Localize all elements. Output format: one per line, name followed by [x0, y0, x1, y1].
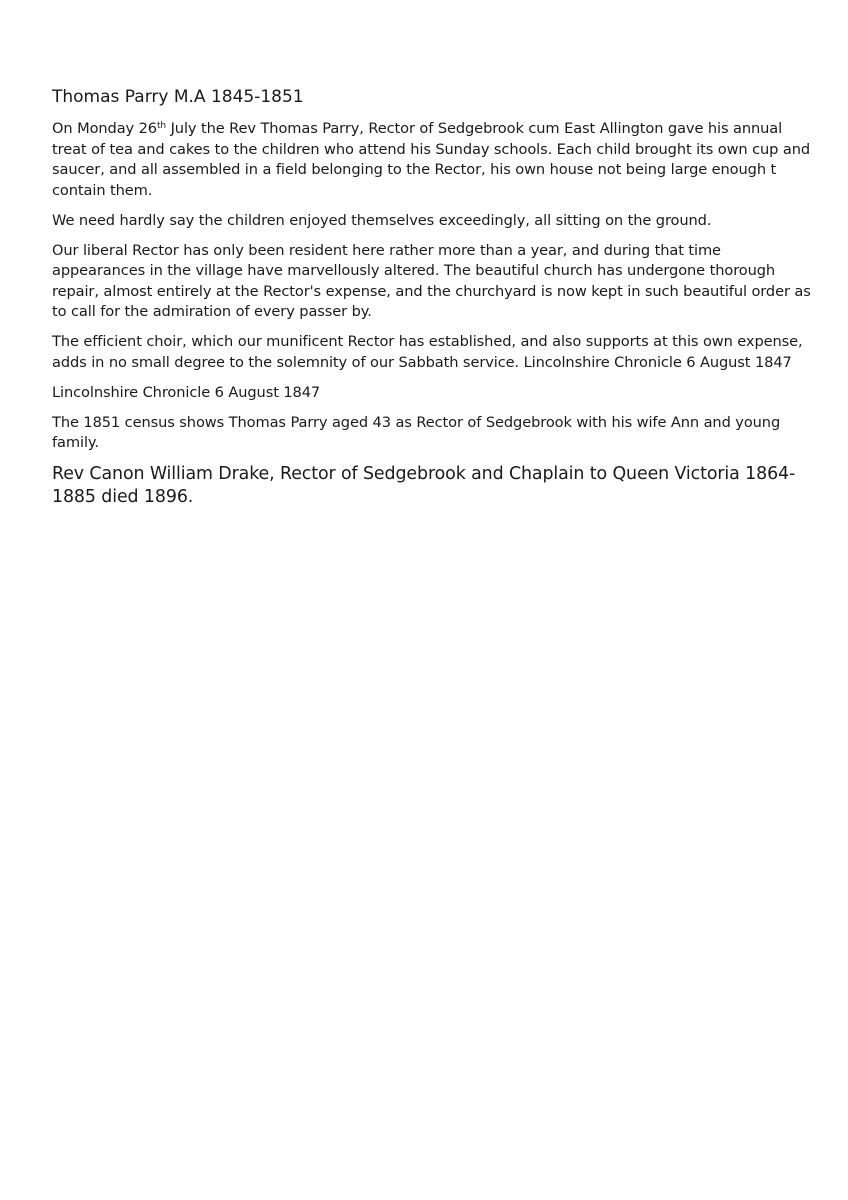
- paragraph-william-drake: Rev Canon William Drake, Rector of Sedgebrook and Chaplain to Queen Victoria 1864-1885 died 1896.: [52, 464, 796, 507]
- paragraph-source-citation: Lincolnshire Chronicle 6 August 1847: [52, 383, 321, 401]
- ordinal-superscript: th: [157, 121, 167, 131]
- section-heading: Thomas Parry M.A 1845-1851: [52, 87, 304, 107]
- paragraph-sunday-school-treat: [52, 119, 812, 201]
- paragraph-text: July the Rev Thomas Parry, Rector of Sedgebrook cum East Allington gave his annual treat of tea and cakes to the children who attend his Sunday schools. Each child brought its own cup and saucer, and all assembled in a field belonging to the Rector, his own house not being large enough t contain them.: [52, 120, 811, 199]
- paragraph-census: The 1851 census shows Thomas Parry aged 43 as Rector of Sedgebrook with his wife Ann and young family.: [52, 413, 781, 451]
- paragraph-efficient-choir: The efficient choir, which our munificent Rector has established, and also supports at this own expense, adds in no small degree to the solemnity of our Sabbath service. Lincolnshire Chronicle 6 August 1847: [52, 333, 803, 371]
- paragraph-liberal-rector: Our liberal Rector has only been resident here rather more than a year, and during that time appearances in the village have marvellously altered. The beautiful church has undergone thorough repair, almost entirely at the Rector's expense, and the churchyard is now kept in such beautiful order as to call for the admiration of every passer by.: [52, 241, 811, 320]
- document-page: [52, 86, 812, 509]
- paragraph-text: On Monday 26: [52, 120, 157, 137]
- paragraph-children-enjoyed: We need hardly say the children enjoyed themselves exceedingly, all sitting on the ground.: [52, 211, 712, 229]
